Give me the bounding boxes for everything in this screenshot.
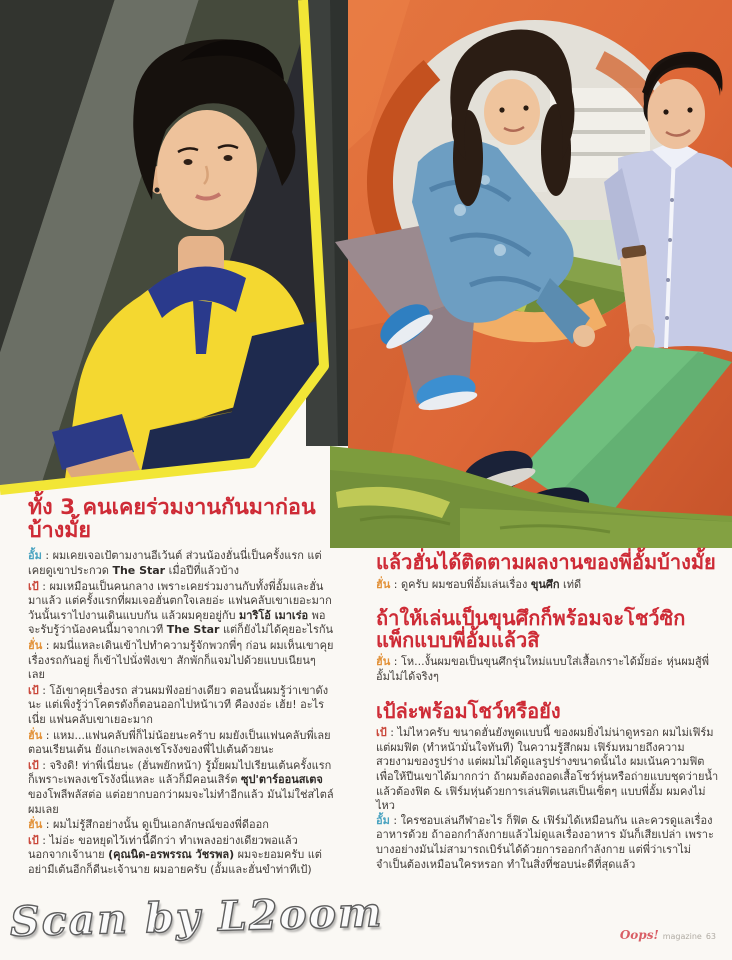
- qa-paragraph: ฮั่น : โห...งั้นผมขอเป็นขุนศึกรุ่นใหม่แบบใส่เสื้อเกราะได้มั้ยอ่ะ หุ่นผมสู้พี่อั้มไม่ได้จริงๆ: [376, 655, 709, 683]
- speaker-label: ฮั่น: [376, 655, 391, 669]
- qa-paragraph: เป้ : โอ้เขาคุยเรื่องรถ ส่วนผมฟังอย่างเดียว ตอนนั้นผมรู้ว่าเขาดังนะ แต่เพิ่งรู้ว่าโคตรดังก็ตอนออกไปหน้าเวที คืองงอ่ะ เฮ้ย! อะไรเนี่ย แฟนคลับเขาเยอะมาก: [28, 683, 329, 726]
- magazine-logo-suffix: magazine: [662, 932, 702, 941]
- qa-paragraph: ฮั่น : ผมนี่แหละเดินเข้าไปทำความรู้จักพวกพี่ๆ ก่อน ผมเห็นเขาคุยเรื่องรถกันอยู่ ก็เข้าไปนั่งฟังเขา สักพักก็แจมไปด้วยแบบเนียนๆ เลย: [28, 639, 334, 682]
- section-heading: ถ้าให้เล่นเป็นขุนศึกก็พร้อมจะโชว์ซิกแพ็กแบบพี่อั้มแล้วสิ: [376, 606, 686, 652]
- speaker-label: อั้ม: [28, 549, 42, 563]
- speaker-label: อั้ม: [376, 813, 390, 827]
- section-heading: แล้วฮั่นได้ติดตามผลงานของพี่อั้มบ้างมั้ย: [376, 550, 716, 574]
- qa-paragraph: ฮั่น : ดูครับ ผมชอบพี่อั้มเล่นเรื่อง ขุนศึก เท่ดี: [376, 577, 582, 591]
- speaker-label: ฮั่น: [376, 577, 391, 591]
- speaker-label: เป้: [28, 579, 39, 593]
- right-photo: [300, 0, 732, 552]
- magazine-footer-logo: [620, 928, 716, 942]
- qa-paragraph: เป้ : จริงดิ! ท่าพี่เนี่ยนะ (ฮั่นพยักหน้า) รู้มั้ยผมไปเรียนเต้นครั้งแรกก็เพราะเพลงเชโรงังนี่แหละ แล้วก็มีคอนเสิร์ต ซุป'ตาร์ออนสเตจ ของโพลีพลัสต่อ แต่อยากบอกว่าผมจะไม่ทำอีกแล้ว มันไม่ใช่สไตล์ผมเลย: [28, 758, 334, 816]
- qa-paragraph: เป้ : ไม่อ่ะ ขอหยุดไว้เท่านี้ดีกว่า ทำเพลงอย่างเดียวพอแล้ว นอกจากเจ้านาย (คุณนิด-อรพรรณ วัชรพล) ผมจะยอมครับ แต่อย่ามีเต้นอีกก็ดีนะเจ้านาย ผมอายครับ (อั้มและฮั่นขำท่าทีเป้): [28, 833, 322, 876]
- qa-paragraph: ฮั่น : แหม...แฟนคลับพี่ก็ไม่น้อยนะคร้าบ ผมยังเป็นแฟนคลับพี่เลย ตอนเรียนเต้น ยังแกะเพลงเชโรงังของพี่ไปเต้นด้วยนะ: [28, 728, 331, 757]
- qa-paragraph: อั้ม : ผมเคยเจอเป้ตามงานอีเว้นต์ ส่วนน้องฮั่นนี่เป็นครั้งแรก แต่เคยดูเขาประกวด The Star เมื่อปีที่แล้วบ้าง: [28, 549, 322, 578]
- right-text-column: [376, 552, 720, 873]
- speaker-label: เป้: [28, 758, 39, 772]
- speaker-label: ฮั่น: [28, 639, 43, 652]
- left-column-paragraphs: [28, 549, 336, 877]
- qa-paragraph: ฮั่น : ผมไม่รู้สึกอย่างนั้น ดูเป็นเอกลักษณ์ของพี่ดีออก: [28, 818, 269, 832]
- right-column-sections: [376, 552, 720, 872]
- qa-paragraph: เป้ : ผมเหมือนเป็นคนกลาง เพราะเคยร่วมงานกับทั้งพี่อั้มและฮั่นมาแล้ว แต่ครั้งแรกที่ผมเจอฮั่นตกใจเลยอ่ะ แฟนคลับเขาเยอะมาก วันนั้นเราไปงานเดินแบบกัน แล้วผมคุยอยู่กับ มาริโอ้ เมาเร่อ พอจะรับรู้ว่าน้องคนนี้มาจากเวที The Star แต่ก็ยังไม่ได้คุยอะไรกัน: [28, 579, 334, 637]
- speaker-label: ฮั่น: [28, 818, 43, 832]
- speaker-label: เป้: [28, 683, 39, 697]
- right-photo-illustration: [300, 0, 732, 548]
- speaker-label: ฮั่น: [28, 728, 43, 742]
- magazine-logo-text: Oops!: [619, 928, 659, 942]
- left-text-column: [28, 496, 336, 879]
- qa-paragraph: อั้ม : ใครชอบเล่นกีฬาอะไร ก็ฟิต & เฟิร์มได้เหมือนกัน และควรดูแลเรื่องอาหารด้วย ถ้าออกกำลังกายแล้วไม่ดูแลเรื่องอาหาร มันก็เสียเปล่า เพราะบางอย่างมันไม่สามารถเบิร์นได้ด้วยการออกกำลังกาย แต่พี่ว่าเราไม่จำเป็นต้องเหมือนใครหรอก ทำในสิ่งที่ชอบน่ะดีที่สุดแล้ว: [376, 813, 714, 871]
- scan-watermark: Scan by L2oom: [9, 888, 384, 946]
- left-photo-illustration: [0, 0, 340, 500]
- page-number: 63: [705, 932, 716, 941]
- speaker-label: เป้: [28, 833, 39, 847]
- qa-paragraph: เป้ : ไม่ไหวครับ ขนาดฮั่นยังพูดแบบนี้ ของผมยิ่งไม่น่าดูหรอก ผมไม่เฟิร์มแต่ผมฟิต (ทำหน้ามั่นใจทันที) ในความรู้สึกผม เฟิร์มหมายถึงความสวยงามของรูปร่าง แต่ผมไม่ได้ดูแลรูปร่างขนาดนั้นไง ผมเน้นความฟิตเพื่อให้ปีนเขาได้มากกว่า ถ้าผมต้องถอดเสื้อโชว์หุ่นหรือถ่ายแบบชุดว่ายน้ำ แล้วต้องฟิต & เฟิร์มหุ่นด้วยการเล่นฟิตเนสเป็นเซ็ตๆ แบบพี่อั้ม ผมคงไม่ไหว: [376, 726, 719, 813]
- section-heading: เป้ล่ะพร้อมโชว์หรือยัง: [376, 698, 561, 723]
- left-photo: [0, 0, 340, 504]
- speaker-label: เป้: [376, 726, 387, 740]
- left-column-heading: ทั้ง 3 คนเคยร่วมงานกันมาก่อนบ้างมั้ย: [28, 495, 316, 544]
